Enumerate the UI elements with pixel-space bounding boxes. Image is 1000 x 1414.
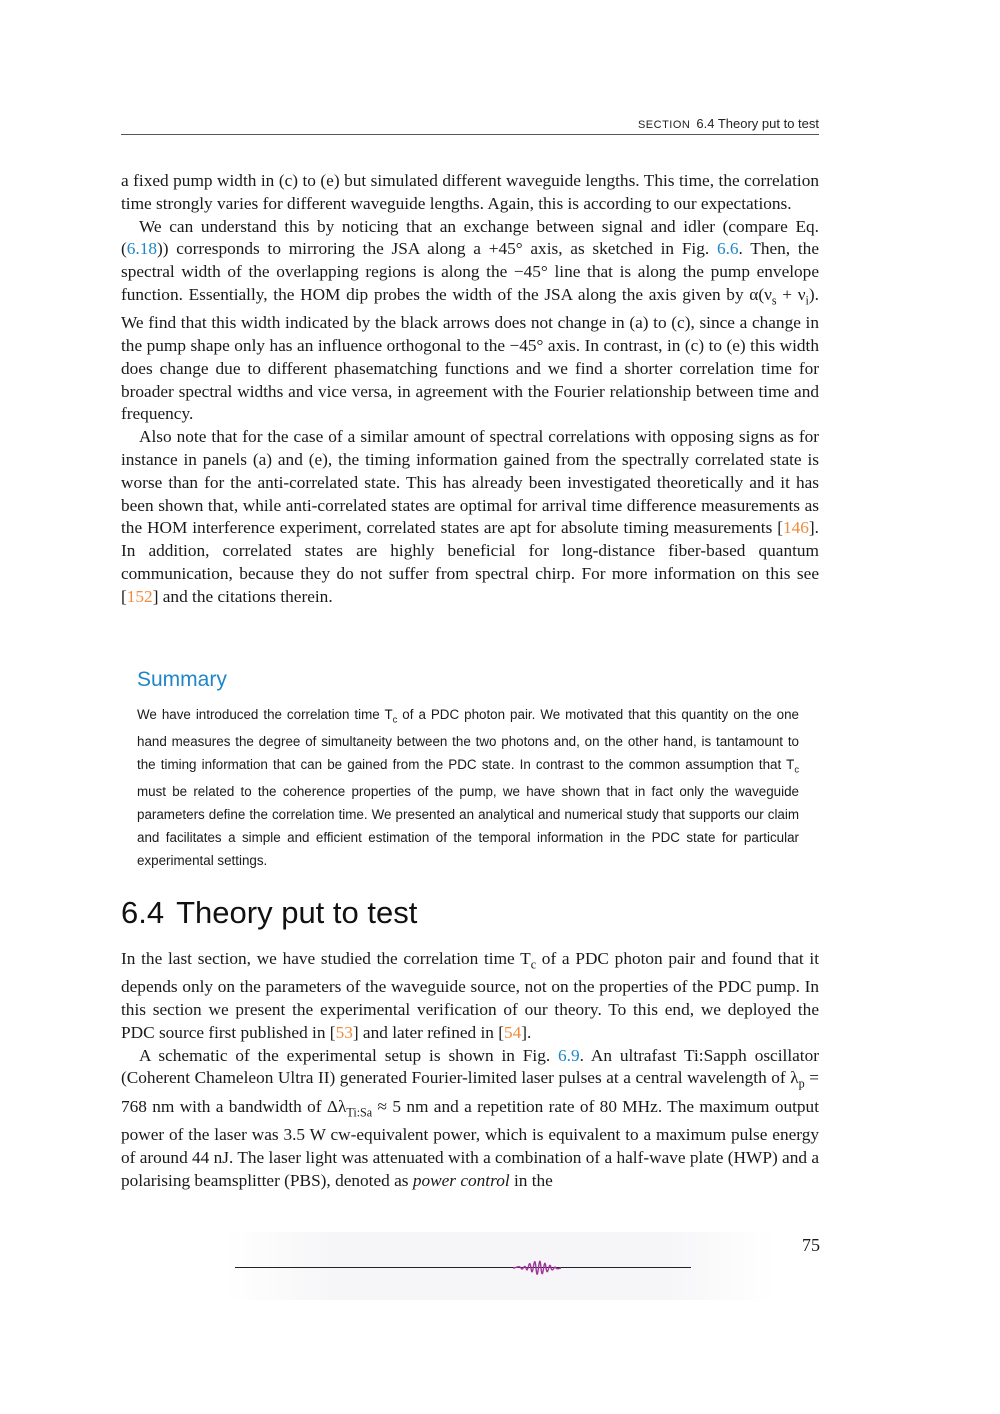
p4-subscript-c: c: [530, 957, 537, 972]
p5-text-d: ≈ 5 nm and a repetition rate of 80 MHz. The maximum output power of the laser was 3.5 W cw-equivalent power, which is equivalent to a maximum pulse energy of around 44 nJ. The laser light was attenuated with a combination of a half-wave plate (HWP) and a polarising beamsplitter (PBS), denoted as: [121, 1096, 819, 1190]
paragraph-5: [121, 1045, 819, 1193]
p5-italic-power-control: power control: [412, 1170, 510, 1190]
header-section-title: 6.4 Theory put to test: [696, 116, 819, 131]
summary-box: [137, 666, 799, 872]
section-number: 6.4: [121, 895, 165, 930]
p2-text-b: )) corresponds to mirroring the JSA along a +45° axis, as sketched in Fig.: [157, 239, 717, 259]
summary-title: Summary: [137, 668, 227, 691]
summary-text-b: of a PDC photon pair. We motivated that this quantity on the one hand measures the degree of simultaneity between the two photons and, on the other hand, is tantamount to the timing information that can be gained from the PDC state. In contrast to the common assumption that T: [137, 707, 799, 773]
paragraph-3: [121, 426, 819, 608]
footer-rule: [235, 1267, 691, 1268]
footer-band: [225, 1232, 775, 1300]
summary-subscript-c2: c: [794, 764, 799, 775]
citation-link-53[interactable]: 53: [335, 1022, 353, 1042]
paragraph-1-text: a fixed pump width in (c) to (e) but simulated different waveguide lengths. This time, the correlation time strongly varies for different waveguide lengths. Again, this is according to our expectations.: [121, 171, 819, 213]
summary-subscript-c1: c: [392, 714, 398, 725]
summary-text-a: We have introduced the correlation time T: [137, 707, 393, 722]
p5-text-e: in the: [509, 1170, 553, 1190]
p5-subscript-tisa: Ti:Sa: [346, 1105, 373, 1120]
p5-text-c: = 768 nm with a bandwidth of Δλ: [121, 1068, 819, 1116]
p4-text-d: ].: [521, 1022, 532, 1042]
figure-ref-link-6-9[interactable]: 6.9: [558, 1045, 580, 1065]
p2-text-a: We can understand this by noticing that an exchange between signal and idler (compare Eq. (: [121, 216, 819, 259]
citation-link-152[interactable]: 152: [126, 586, 153, 606]
summary-text-c: must be related to the coherence properties of the pump, we have shown that in fact only the waveguide parameters define the correlation time. We presented an analytical and numerical study that supports our claim and facilitates a simple and efficient estimation of the temporal information in the PDC state for particular experimental settings.: [137, 784, 799, 868]
running-header: [121, 116, 819, 135]
wave-packet-icon: [513, 1243, 561, 1295]
body-text-top: [121, 170, 819, 609]
paragraph-1: [121, 170, 819, 216]
p5-text-a: A schematic of the experimental setup is shown in Fig.: [139, 1045, 559, 1065]
p2-subscript-i: i: [805, 293, 809, 308]
header-section-word: SECTION: [637, 119, 691, 131]
paragraph-4: [121, 948, 819, 1045]
equation-ref-link[interactable]: 6.18: [126, 239, 158, 259]
p4-text-c: ] and later refined in [: [352, 1022, 504, 1042]
p5-text-b: . An ultrafast Ti:Sapph oscillator (Coherent Chameleon Ultra II) generated Fourier-limited laser pulses at a central wavelength of λ: [121, 1045, 819, 1088]
p3-text-c: ] and the citations therein.: [152, 586, 333, 606]
citation-link-54[interactable]: 54: [503, 1022, 522, 1042]
p2-text-d: ). We find that this width indicated by the black arrows does not change in (a) to (c), since a change in the pump shape only has an influence orthogonal to the −45° axis. In contrast, in (c) to (e) this width does change due to different phasematching functions and we find a shorter correlation time for broader spectral widths and vice versa, in agreement with the Fourier relationship between time and frequency.: [121, 284, 819, 424]
p2-text-plus: + ν: [776, 284, 806, 304]
section-title-text: Theory put to test: [176, 895, 418, 930]
paragraph-2: [121, 216, 819, 427]
body-text-bottom: [121, 948, 819, 1192]
figure-ref-link[interactable]: 6.6: [716, 239, 739, 259]
p4-text-b: of a PDC photon pair and found that it depends only on the parameters of the waveguide source, not on the properties of the PDC pump. In this section we present the experimental verification of our theory. To this end, we deployed the PDC source first published in [: [121, 949, 819, 1042]
citation-link-146[interactable]: 146: [783, 518, 809, 538]
p5-subscript-p: p: [798, 1076, 805, 1091]
p2-subscript-s: s: [771, 293, 777, 308]
section-heading: [121, 893, 417, 933]
page-number: 75: [802, 1235, 820, 1255]
p2-text-c: . Then, the spectral width of the overlapping regions is along the −45° line that is along the pump envelope function. Essentially, the HOM dip probes the width of the JSA along the axis given by α(ν: [121, 239, 819, 304]
summary-text: [137, 704, 799, 872]
wave-packet-path: [513, 1261, 561, 1274]
p4-text-a: In the last section, we have studied the correlation time T: [121, 949, 531, 968]
p3-text-a: Also note that for the case of a similar amount of spectral correlations with opposing signs as for instance in panels (a) and (e), the timing information gained from the spectrally correlated state is worse than for the anti-correlated state. This has already been investigated theoretically and it has been shown that, while anti-correlated states are optimal for arrival time difference measurements as the HOM interference experiment, correlated states are apt for absolute timing measurements [: [121, 427, 819, 538]
p3-text-b: ]. In addition, correlated states are highly beneficial for long-distance fiber-based quantum communication, because they do not suffer from spectral chirp. For more information on this see [: [121, 518, 819, 606]
